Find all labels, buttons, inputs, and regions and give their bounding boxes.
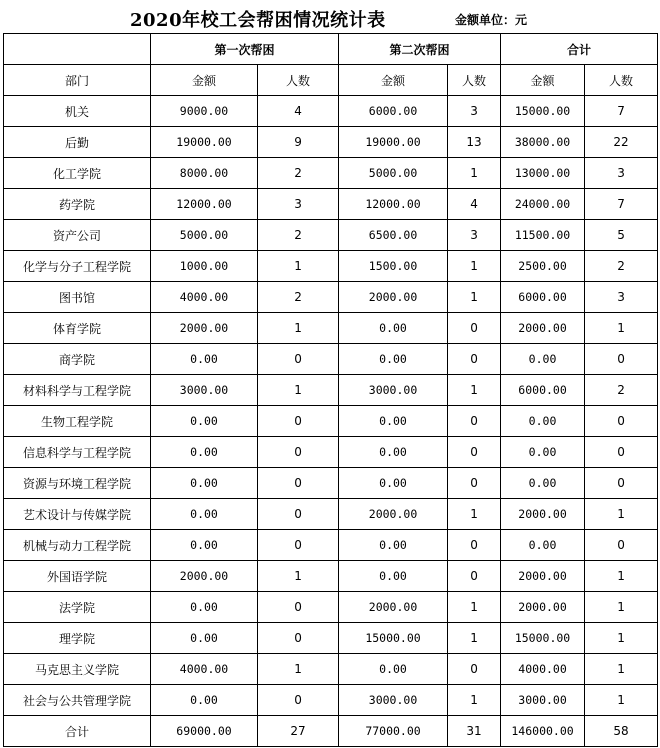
count-total-cell: 0 [585,468,658,499]
amount-1-cell: 8000.00 [151,158,258,189]
dept-cell: 化工学院 [4,158,151,189]
amount-2-cell: 0.00 [339,344,448,375]
amount-2-cell: 0.00 [339,654,448,685]
count-1-cell: 1 [258,251,339,282]
dept-cell: 艺术设计与传媒学院 [4,499,151,530]
amount-1-cell: 0.00 [151,344,258,375]
amount-2-cell: 2000.00 [339,282,448,313]
count-total-cell: 0 [585,344,658,375]
dept-cell: 合计 [4,716,151,747]
col-amount-1: 金额 [151,65,258,96]
group-total: 合计 [501,34,658,65]
dept-cell: 机关 [4,96,151,127]
amount-1-cell: 0.00 [151,530,258,561]
amount-total-cell: 3000.00 [501,685,585,716]
count-2-cell: 0 [448,313,501,344]
dept-cell: 理学院 [4,623,151,654]
dept-cell: 化学与分子工程学院 [4,251,151,282]
count-2-cell: 1 [448,282,501,313]
count-1-cell: 0 [258,406,339,437]
count-total-cell: 1 [585,313,658,344]
dept-cell: 后勤 [4,127,151,158]
table-row [4,344,658,375]
count-total-cell: 58 [585,716,658,747]
count-2-cell: 1 [448,592,501,623]
count-2-cell: 4 [448,189,501,220]
count-2-cell: 1 [448,375,501,406]
table-row [4,437,658,468]
amount-total-cell: 0.00 [501,468,585,499]
col-count-total: 人数 [585,65,658,96]
table-row [4,313,658,344]
count-total-cell: 2 [585,251,658,282]
col-amount-2: 金额 [339,65,448,96]
amount-unit-note: 金额单位：元 [455,13,528,27]
count-2-cell: 1 [448,499,501,530]
col-dept: 部门 [4,65,151,96]
table-row [4,561,658,592]
amount-total-cell: 15000.00 [501,96,585,127]
table-row [4,499,658,530]
dept-cell: 外国语学院 [4,561,151,592]
amount-2-cell: 2000.00 [339,499,448,530]
dept-cell: 商学院 [4,344,151,375]
amount-2-cell: 0.00 [339,530,448,561]
amount-1-cell: 3000.00 [151,375,258,406]
amount-total-cell: 0.00 [501,344,585,375]
page-title: 2020年校工会帮困情况统计表 [130,10,386,31]
table-row [4,375,658,406]
total-row [4,716,658,747]
table-row [4,623,658,654]
amount-2-cell: 19000.00 [339,127,448,158]
table-row [4,220,658,251]
dept-cell: 机械与动力工程学院 [4,530,151,561]
table-row [4,592,658,623]
group-second-relief: 第二次帮困 [339,34,501,65]
count-total-cell: 3 [585,158,658,189]
count-total-cell: 7 [585,96,658,127]
amount-1-cell: 4000.00 [151,654,258,685]
amount-2-cell: 0.00 [339,437,448,468]
count-1-cell: 0 [258,530,339,561]
amount-total-cell: 13000.00 [501,158,585,189]
dept-cell: 社会与公共管理学院 [4,685,151,716]
count-1-cell: 2 [258,282,339,313]
amount-2-cell: 2000.00 [339,592,448,623]
amount-1-cell: 69000.00 [151,716,258,747]
amount-total-cell: 4000.00 [501,654,585,685]
amount-1-cell: 1000.00 [151,251,258,282]
count-2-cell: 1 [448,251,501,282]
table-row [4,685,658,716]
count-1-cell: 4 [258,96,339,127]
count-2-cell: 13 [448,127,501,158]
amount-2-cell: 15000.00 [339,623,448,654]
amount-2-cell: 3000.00 [339,375,448,406]
title-row [0,0,660,33]
count-total-cell: 1 [585,685,658,716]
count-1-cell: 0 [258,592,339,623]
count-1-cell: 0 [258,437,339,468]
amount-total-cell: 0.00 [501,437,585,468]
amount-total-cell: 15000.00 [501,623,585,654]
amount-total-cell: 6000.00 [501,282,585,313]
table-row [4,158,658,189]
amount-2-cell: 3000.00 [339,685,448,716]
amount-2-cell: 6500.00 [339,220,448,251]
count-total-cell: 2 [585,375,658,406]
col-count-1: 人数 [258,65,339,96]
amount-total-cell: 2000.00 [501,313,585,344]
amount-1-cell: 0.00 [151,406,258,437]
count-2-cell: 3 [448,220,501,251]
count-1-cell: 0 [258,344,339,375]
amount-1-cell: 12000.00 [151,189,258,220]
amount-total-cell: 11500.00 [501,220,585,251]
dept-cell: 材料科学与工程学院 [4,375,151,406]
dept-cell: 法学院 [4,592,151,623]
count-2-cell: 1 [448,158,501,189]
count-total-cell: 0 [585,406,658,437]
relief-statistics-table [3,33,658,747]
count-2-cell: 1 [448,623,501,654]
count-total-cell: 7 [585,189,658,220]
table-row [4,468,658,499]
count-1-cell: 9 [258,127,339,158]
count-1-cell: 0 [258,685,339,716]
table-row [4,654,658,685]
count-total-cell: 1 [585,561,658,592]
count-1-cell: 0 [258,499,339,530]
count-total-cell: 5 [585,220,658,251]
column-header-row [4,65,658,96]
amount-2-cell: 12000.00 [339,189,448,220]
amount-1-cell: 19000.00 [151,127,258,158]
dept-cell: 马克思主义学院 [4,654,151,685]
amount-1-cell: 2000.00 [151,313,258,344]
count-total-cell: 1 [585,623,658,654]
table-row [4,127,658,158]
amount-total-cell: 24000.00 [501,189,585,220]
count-2-cell: 0 [448,530,501,561]
table-row [4,96,658,127]
dept-cell: 体育学院 [4,313,151,344]
count-2-cell: 1 [448,685,501,716]
amount-2-cell: 77000.00 [339,716,448,747]
amount-1-cell: 0.00 [151,468,258,499]
amount-total-cell: 2500.00 [501,251,585,282]
amount-2-cell: 0.00 [339,468,448,499]
table-row [4,530,658,561]
dept-cell: 生物工程学院 [4,406,151,437]
count-1-cell: 3 [258,189,339,220]
count-total-cell: 1 [585,499,658,530]
amount-total-cell: 38000.00 [501,127,585,158]
group-header-row [4,34,658,65]
amount-2-cell: 0.00 [339,313,448,344]
count-total-cell: 3 [585,282,658,313]
count-1-cell: 1 [258,561,339,592]
amount-2-cell: 1500.00 [339,251,448,282]
amount-2-cell: 0.00 [339,406,448,437]
count-total-cell: 0 [585,530,658,561]
amount-2-cell: 6000.00 [339,96,448,127]
count-2-cell: 0 [448,344,501,375]
count-1-cell: 1 [258,375,339,406]
amount-total-cell: 2000.00 [501,499,585,530]
count-2-cell: 0 [448,468,501,499]
count-2-cell: 3 [448,96,501,127]
count-1-cell: 1 [258,313,339,344]
dept-cell: 药学院 [4,189,151,220]
amount-1-cell: 0.00 [151,685,258,716]
dept-cell: 资产公司 [4,220,151,251]
count-2-cell: 0 [448,437,501,468]
table-row [4,406,658,437]
col-count-2: 人数 [448,65,501,96]
col-amount-total: 金额 [501,65,585,96]
amount-1-cell: 0.00 [151,437,258,468]
amount-total-cell: 2000.00 [501,561,585,592]
count-1-cell: 27 [258,716,339,747]
amount-1-cell: 0.00 [151,499,258,530]
amount-total-cell: 0.00 [501,406,585,437]
amount-1-cell: 9000.00 [151,96,258,127]
amount-total-cell: 6000.00 [501,375,585,406]
count-2-cell: 0 [448,561,501,592]
count-1-cell: 0 [258,468,339,499]
count-total-cell: 0 [585,437,658,468]
amount-1-cell: 5000.00 [151,220,258,251]
count-2-cell: 0 [448,654,501,685]
count-total-cell: 22 [585,127,658,158]
count-1-cell: 1 [258,654,339,685]
amount-total-cell: 0.00 [501,530,585,561]
count-2-cell: 0 [448,406,501,437]
count-1-cell: 0 [258,623,339,654]
count-total-cell: 1 [585,654,658,685]
table-row [4,282,658,313]
amount-2-cell: 0.00 [339,561,448,592]
dept-cell: 信息科学与工程学院 [4,437,151,468]
amount-1-cell: 0.00 [151,592,258,623]
count-2-cell: 31 [448,716,501,747]
amount-1-cell: 4000.00 [151,282,258,313]
blank-header-cell [4,34,151,65]
count-total-cell: 1 [585,592,658,623]
dept-cell: 图书馆 [4,282,151,313]
group-first-relief: 第一次帮困 [151,34,339,65]
amount-1-cell: 0.00 [151,623,258,654]
count-1-cell: 2 [258,220,339,251]
count-1-cell: 2 [258,158,339,189]
table-row [4,189,658,220]
table-row [4,251,658,282]
amount-total-cell: 2000.00 [501,592,585,623]
amount-1-cell: 2000.00 [151,561,258,592]
dept-cell: 资源与环境工程学院 [4,468,151,499]
amount-2-cell: 5000.00 [339,158,448,189]
amount-total-cell: 146000.00 [501,716,585,747]
